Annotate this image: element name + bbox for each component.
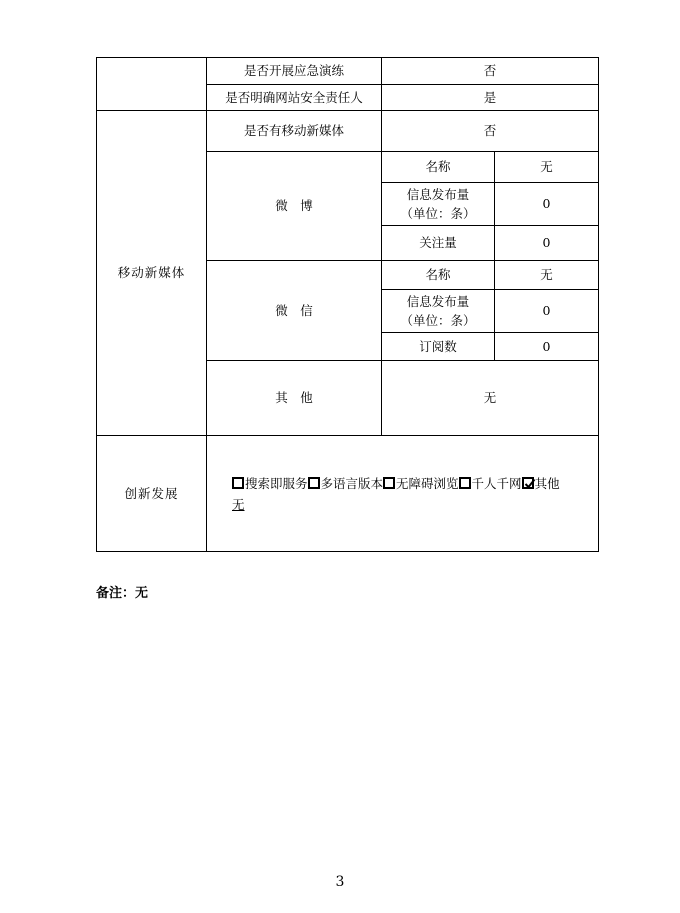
weibo-label: 微 博 xyxy=(275,198,313,214)
responsible-value: 是 xyxy=(483,89,497,105)
note: 备注：无 xyxy=(96,586,149,601)
option-label: 其他 xyxy=(534,476,560,491)
wechat-name-label: 名称 xyxy=(425,267,451,283)
mobile-section-label: 移动新媒体 xyxy=(117,265,186,281)
innovation-other-value: 无 xyxy=(232,497,245,512)
checkbox-unchecked-icon[interactable] xyxy=(459,477,471,489)
weibo-posts-label-line1: 信息发布量 xyxy=(406,186,470,202)
other-label: 其 他 xyxy=(275,390,313,406)
weibo-name-value: 无 xyxy=(540,159,553,175)
option-accessibility[interactable] xyxy=(383,476,459,491)
drill-label: 是否开展应急演练 xyxy=(243,63,344,79)
has-media-value: 否 xyxy=(483,123,497,139)
other-value: 无 xyxy=(483,390,497,406)
weibo-posts-label xyxy=(382,183,494,225)
weibo-followers-value: 0 xyxy=(542,235,551,251)
option-label: 千人千网 xyxy=(471,476,522,491)
wechat-posts-label-line1: 信息发布量 xyxy=(406,293,470,309)
option-search-as-service[interactable] xyxy=(232,476,308,491)
innovation-section-label: 创新发展 xyxy=(124,485,179,501)
wechat-name-value: 无 xyxy=(540,267,553,283)
responsible-label: 是否明确网站安全责任人 xyxy=(225,89,363,105)
option-label: 搜索即服务 xyxy=(245,476,308,491)
wechat-posts-value: 0 xyxy=(542,303,551,319)
wechat-subscriptions-label: 订阅数 xyxy=(419,338,457,354)
checkbox-unchecked-icon[interactable] xyxy=(383,477,395,489)
weibo-posts-label-line2: （单位：条） xyxy=(400,206,476,221)
checkbox-unchecked-icon[interactable] xyxy=(232,477,244,489)
wechat-posts-label-line2: （单位：条） xyxy=(400,313,476,328)
option-personalized[interactable] xyxy=(459,476,522,491)
wechat-subscriptions-value: 0 xyxy=(542,338,551,354)
has-media-label: 是否有移动新媒体 xyxy=(243,123,344,139)
wechat-posts-label xyxy=(382,290,494,332)
weibo-posts-value: 0 xyxy=(542,196,551,212)
wechat-label: 微 信 xyxy=(275,302,313,318)
innovation-options xyxy=(232,473,596,515)
drill-value: 否 xyxy=(483,63,497,79)
weibo-followers-label: 关注量 xyxy=(419,235,457,251)
checkbox-unchecked-icon[interactable] xyxy=(308,477,320,489)
weibo-name-label: 名称 xyxy=(425,159,451,175)
checkbox-checked-icon[interactable] xyxy=(522,477,534,489)
option-other[interactable] xyxy=(522,476,560,491)
page-number: 3 xyxy=(335,874,345,890)
option-label: 无障碍浏览 xyxy=(396,476,459,491)
option-multi-language[interactable] xyxy=(308,476,384,491)
option-label: 多语言版本 xyxy=(320,476,384,491)
